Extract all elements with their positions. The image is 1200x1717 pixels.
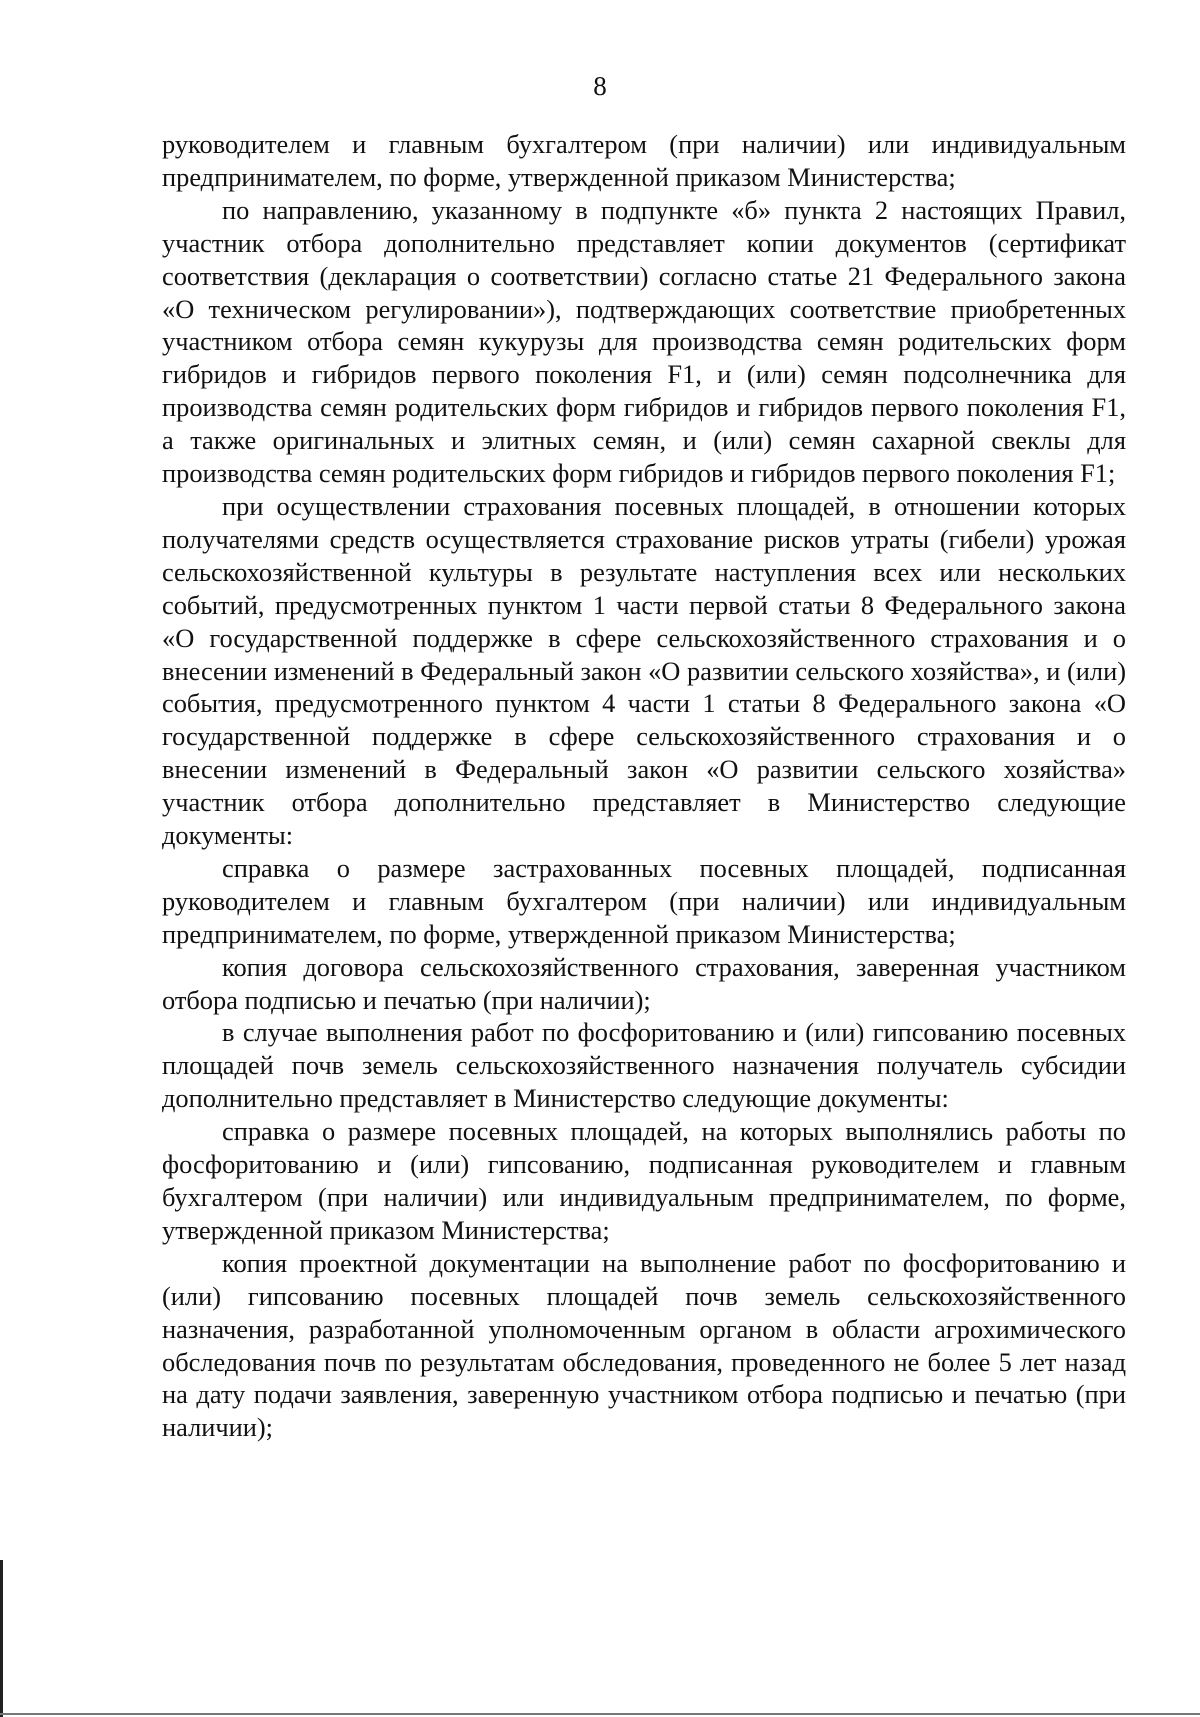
- paragraph: руководителем и главным бухгалтером (при наличии) или индивидуальным предпринимателем, по форме, утвержденной приказом Министерства;: [162, 129, 1126, 192]
- paragraph: при осуществлении страхования посевных площадей, в отношении которых получателями средств осуществляется страхование рисков утраты (гибели) урожая сельскохозяйственной культуры в результате наступления всех или нескольких событий, предусмотренных пунктом 1 части первой статьи 8 Федерального закона «О государственной поддержке в сфере сельскохозяйственного страхования и о внесении изменений в Федеральный закон «О развитии сельского хозяйства», и (или) события, предусмотренного пунктом 4 части 1 статьи 8 Федерального закона «О государственной поддержке в сфере сельскохозяйственного страхования и о внесении изменений в Федеральный закон «О развитии сельского хозяйства» участник отбора дополнительно представляет в Министерство следующие документы:: [162, 490, 1126, 851]
- paragraph: по направлению, указанному в подпункте «б» пункта 2 настоящих Правил, участник отбора дополнительно представляет копии документов (сертификат соответствия (декларация о соответствии) согласно статье 21 Федерального закона «О техническом регулировании»), подтверждающих соответствие приобретенных участником отбора семян кукурузы для производства семян родительских форм гибридов и гибридов первого поколения F1, и (или) семян подсолнечника для производства семян родительских форм гибридов и гибридов первого поколения F1, а также оригинальных и элитных семян, и (или) семян сахарной свеклы для производства семян родительских форм гибридов и гибридов первого поколения F1;: [162, 194, 1126, 489]
- paragraph: справка о размере посевных площадей, на которых выполнялись работы по фосфоритованию и (или) гипсованию, подписанная руководителем и главным бухгалтером (при наличии) или индивидуальным предпринимателем, по форме, утвержденной приказом Министерства;: [162, 1116, 1126, 1245]
- page-number: 8: [593, 71, 607, 101]
- document-body: [162, 128, 1126, 1444]
- paragraph: в случае выполнения работ по фосфоритованию и (или) гипсованию посевных площадей почв земель сельскохозяйственного назначения получатель субсидии дополнительно представляет в Министерство следующие документы:: [162, 1017, 1126, 1114]
- paragraph: копия договора сельскохозяйственного страхования, заверенная участником отбора подписью и печатью (при наличии);: [162, 951, 1126, 1015]
- scan-bottom-edge: [0, 1713, 1200, 1715]
- paragraph: справка о размере застрахованных посевных площадей, подписанная руководителем и главным бухгалтером (при наличии) или индивидуальным предпринимателем, по форме, утвержденной приказом Министерства;: [162, 852, 1126, 949]
- scan-edge-mark: [0, 1560, 3, 1717]
- paragraph: копия проектной документации на выполнение работ по фосфоритованию и (или) гипсованию посевных площадей почв земель сельскохозяйственного назначения, разработанной уполномоченным органом в области агрохимического обследования почв по результатам обследования, проведенного не более 5 лет назад на дату подачи заявления, заверенную участником отбора подписью и печатью (при наличии);: [162, 1247, 1126, 1443]
